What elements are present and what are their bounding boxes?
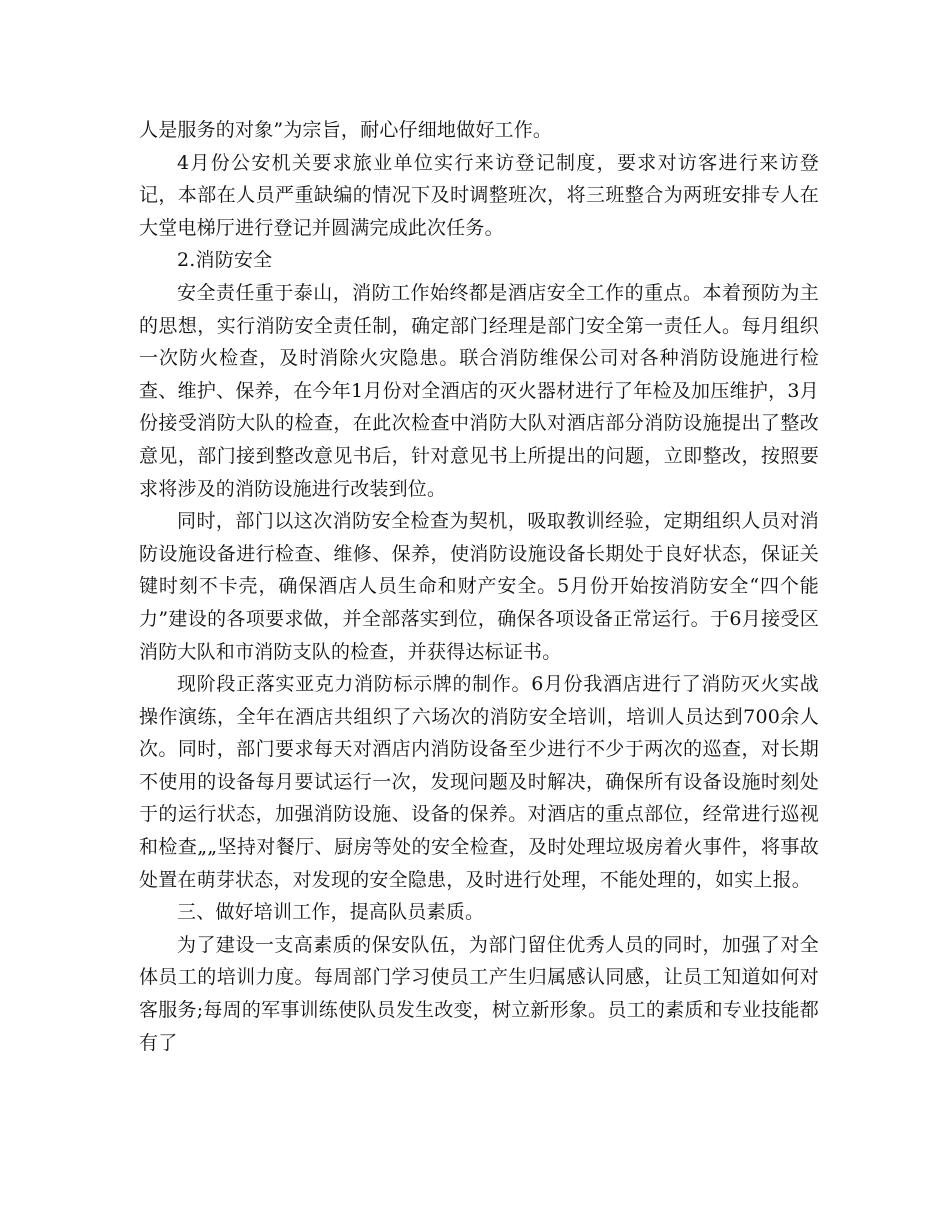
section-heading-fire-safety: 2.消防安全	[177, 249, 273, 272]
paragraph-fire-inspection: 同时，部门以这次消防安全检查为契机，吸取教训经验，定期组织人员对消防设施设备进行检查、维修、保养，使消防设施设备长期处于良好状态，保证关键时刻不卡壳，确保酒店人员生命和财产安全。5月份开始按消防安全“四个能力”建设的各项要求做，并全部落实到位，确保各项设备正常运行。于6月接受区消防大队和市消防支队的检查，并获得达标证书。	[139, 510, 819, 663]
paragraph-visitor-registration: 4月份公安机关要求旅业单位实行来访登记制度，要求对访客进行来访登记，本部在人员严重缺编的情况下及时调整班次，将三班整合为两班安排专人在大堂电梯厅进行登记并圆满完成此次任务。	[139, 151, 819, 239]
paragraph-training: 为了建设一支高素质的保安队伍，为部门留住优秀人员的同时，加强了对全体员工的培训力度。每周部门学习使员工产生归属感认同感，让员工知道如何对客服务;每周的军事训练使队员发生改变，树立新形象。员工的素质和专业技能都有了	[139, 933, 819, 1054]
paragraph-fire-signage: 现阶段正落实亚克力消防标示牌的制作。6月份我酒店进行了消防灭火实战操作演练，全年在酒店共组织了六场次的消防安全培训，培训人员达到700余人次。同时，部门要求每天对酒店内消防设备至少进行不少于两次的巡查，对长期不使用的设备每月要试运行一次，发现问题及时解决，确保所有设备设施时刻处于的运行状态，加强消防设施、设备的保养。对酒店的重点部位，经常进行巡视和检查„„坚持对餐厅、厨房等处的安全检查，及时处理垃圾房着火事件，将事故处置在萌芽状态，对发现的安全隐患，及时进行处理，不能处理的，如实上报。	[139, 673, 819, 891]
paragraph-fire-responsibility: 安全责任重于泰山，消防工作始终都是酒店安全工作的重点。本着预防为主的思想，实行消防安全责任制，确定部门经理是部门安全第一责任人。每月组织一次防火检查，及时消除火灾隐患。联合消防维保公司对各种消防设施进行检查、维护、保养，在今年1月份对全酒店的灭火器材进行了年检及加压维护，3月份接受消防大队的检查，在此次检查中消防大队对酒店部分消防设施提出了整改意见，部门接到整改意见书后，针对意见书上所提出的问题，立即整改，按照要求将涉及的消防设施进行改装到位。	[139, 281, 819, 500]
paragraph-continuation: 人是服务的对象”为宗旨，耐心仔细地做好工作。	[139, 119, 553, 141]
section-heading-training: 三、做好培训工作，提高队员素质。	[177, 901, 485, 924]
document-body	[139, 114, 819, 1059]
